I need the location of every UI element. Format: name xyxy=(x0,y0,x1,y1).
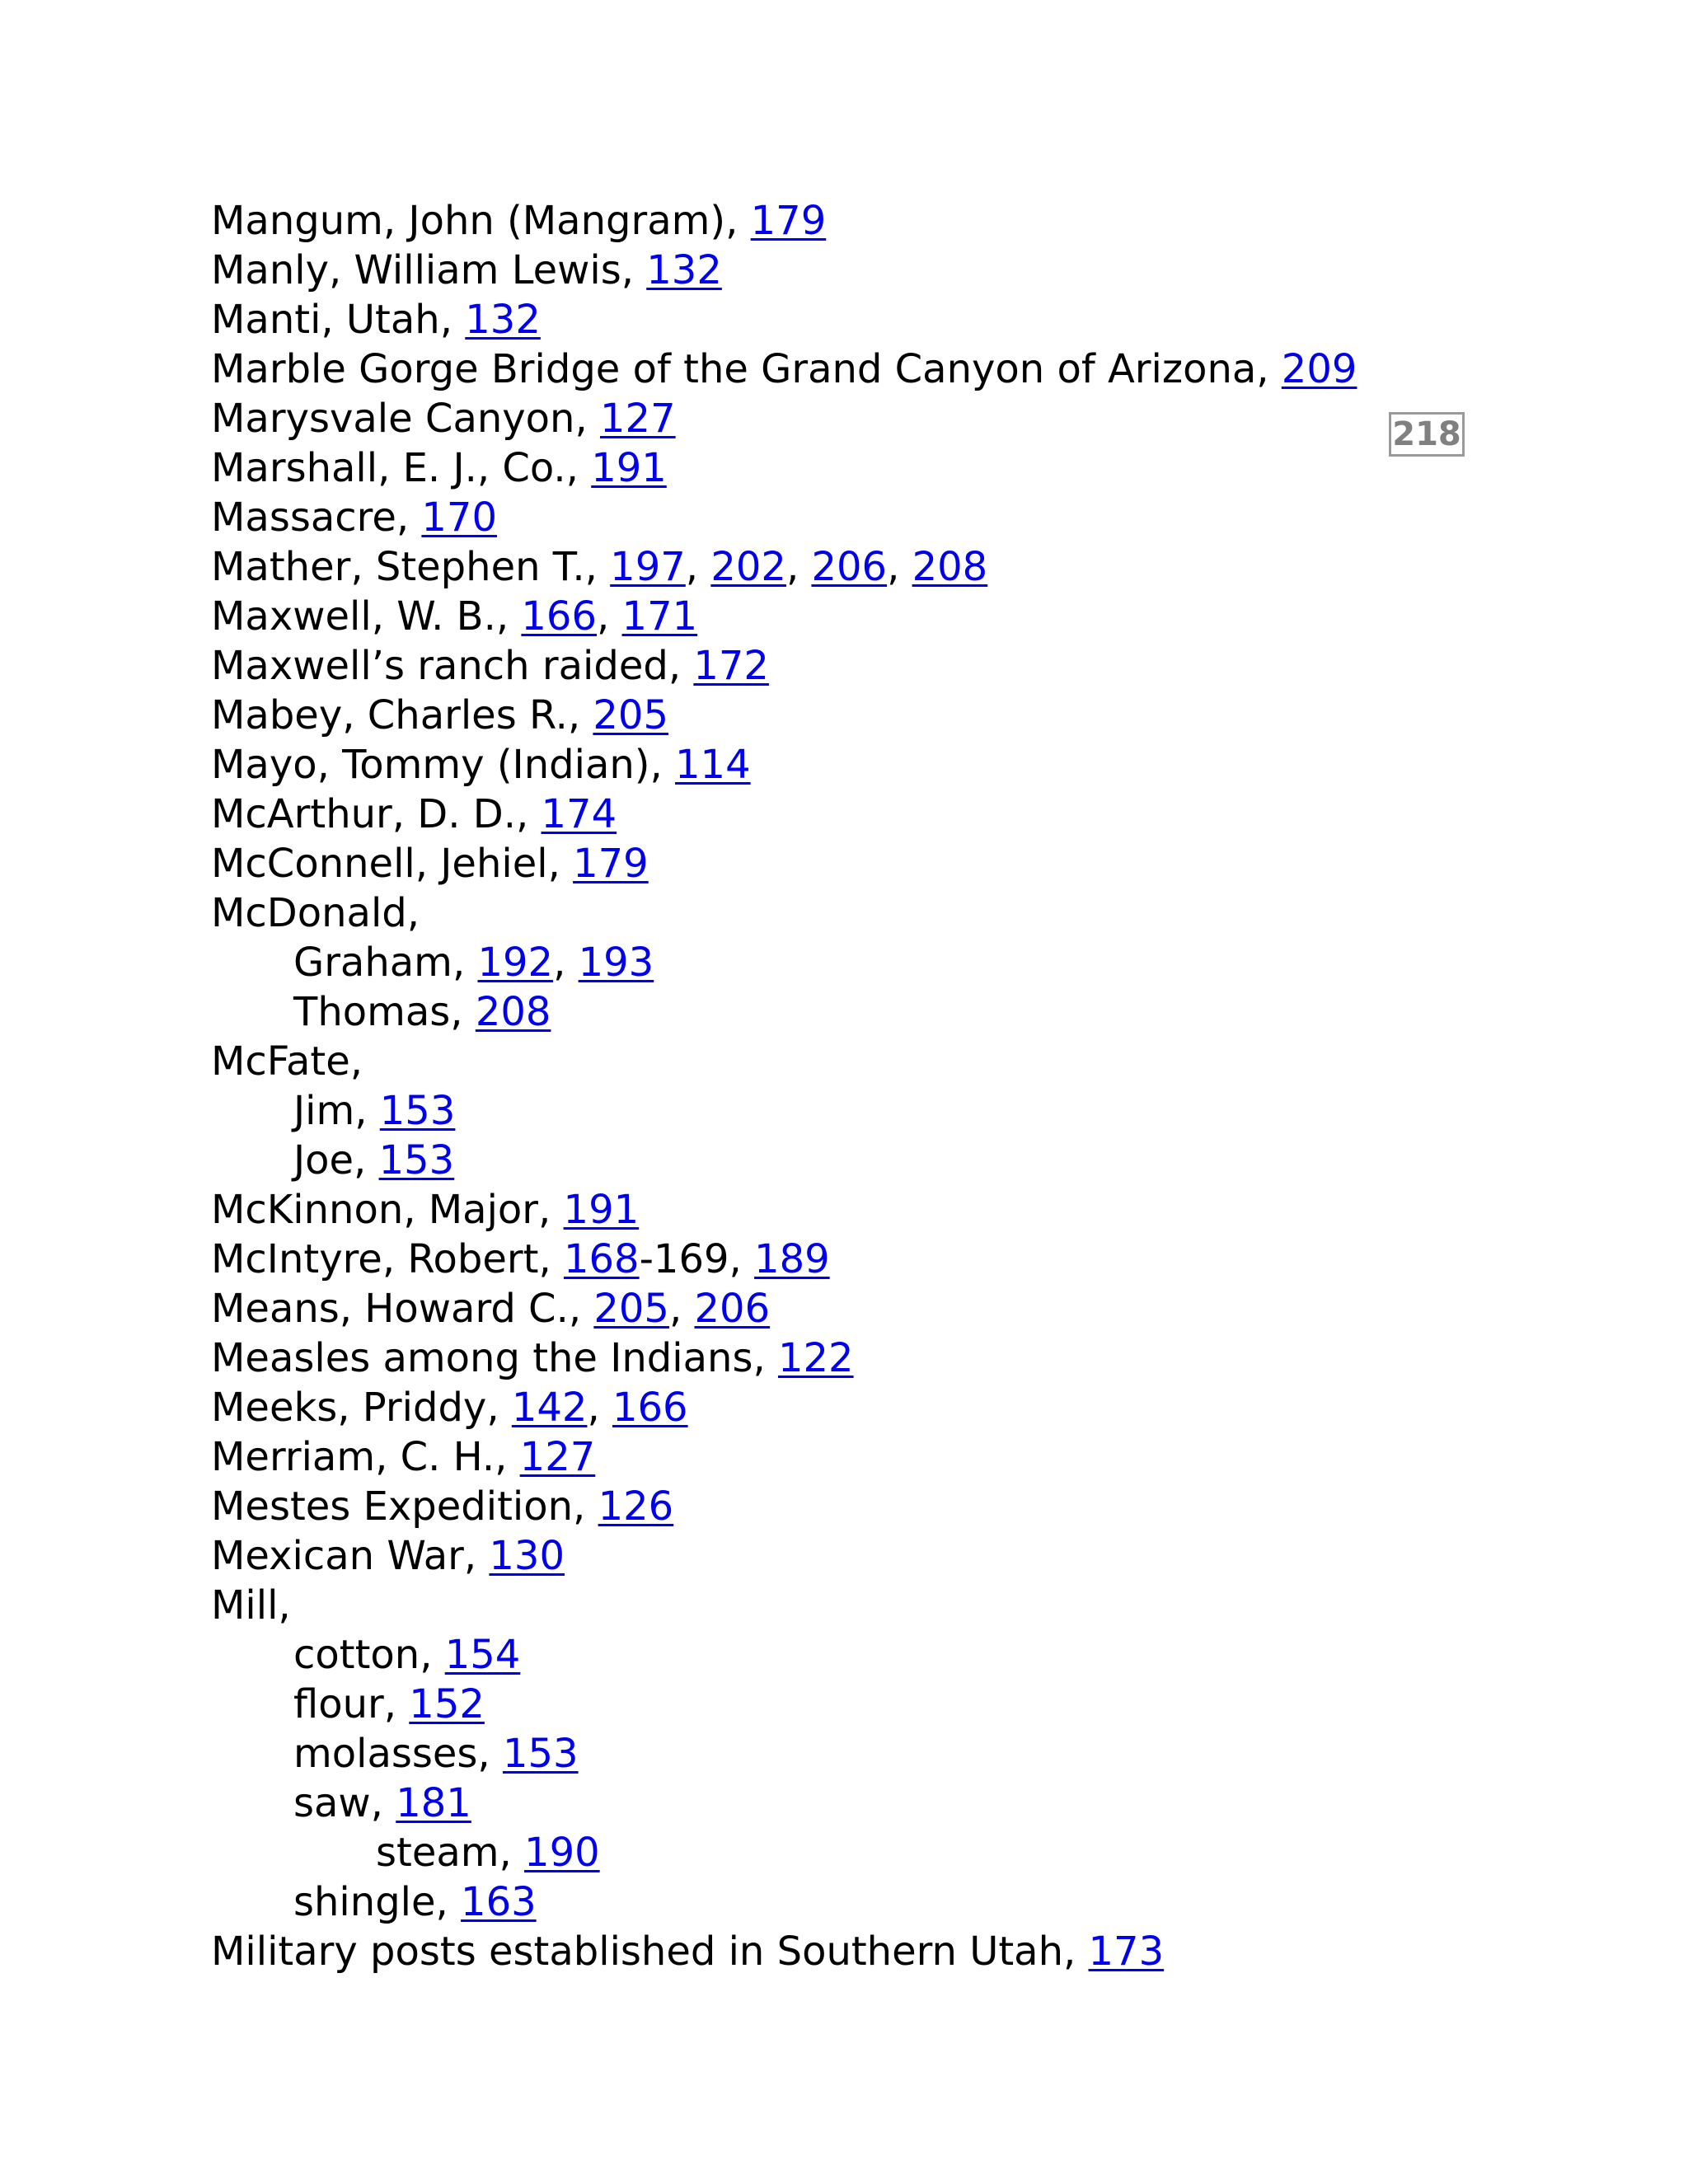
page-ref-link[interactable]: 189 xyxy=(754,1236,830,1282)
index-term: cotton, xyxy=(293,1632,445,1678)
page-ref-link[interactable]: 172 xyxy=(693,643,769,689)
index-entry: Maxwell, W. B., 166, 171 xyxy=(211,593,698,640)
page-ref-link[interactable]: 197 xyxy=(610,544,686,590)
index-entry xyxy=(211,888,1357,938)
index-entry xyxy=(211,1581,1357,1630)
index-entry xyxy=(211,1037,1357,1086)
page-ref-link[interactable]: 127 xyxy=(599,396,676,442)
index-term: Marshall, E. J., Co., xyxy=(211,445,592,491)
page-ref-link[interactable]: 126 xyxy=(598,1483,674,1530)
page-ref-link[interactable]: 152 xyxy=(409,1681,485,1727)
index-term: Jim, xyxy=(293,1088,380,1134)
index-term: Mather, Stephen T., xyxy=(211,544,611,590)
index-entry xyxy=(211,839,1357,888)
index-term: Mangum, John (Mangram), xyxy=(211,198,751,244)
index-subentry xyxy=(211,987,1357,1037)
index-subentry xyxy=(211,1136,1357,1185)
index-term: McDonald, xyxy=(211,890,420,936)
page-number: 218 xyxy=(1389,412,1465,457)
page-ref-link[interactable]: 166 xyxy=(612,1385,688,1431)
index-entry xyxy=(211,641,1357,691)
index-subentry xyxy=(211,1779,1357,1828)
index-subentry xyxy=(211,1828,1357,1877)
page-ref-link[interactable]: 202 xyxy=(710,544,786,590)
page-ref-link[interactable]: 114 xyxy=(675,742,751,788)
index-entry xyxy=(211,443,1357,493)
index-term: Means, Howard C., xyxy=(211,1286,594,1332)
page-ref-link[interactable]: 142 xyxy=(511,1385,588,1431)
page-ref-link[interactable]: 132 xyxy=(465,297,541,343)
page-ref-link[interactable]: 190 xyxy=(524,1830,600,1876)
index-term: flour, xyxy=(293,1681,410,1727)
page-ref-link[interactable]: 132 xyxy=(646,247,722,293)
index-term: Joe, xyxy=(293,1137,379,1183)
page-ref-link[interactable]: 209 xyxy=(1281,346,1357,392)
index-term: Meeks, Priddy, xyxy=(211,1385,512,1431)
index-subentry xyxy=(211,1680,1357,1729)
index-entry xyxy=(211,344,1357,394)
page-ref-link[interactable]: 170 xyxy=(421,494,497,541)
index-term: Marysvale Canyon, xyxy=(211,396,600,442)
page-ref-link[interactable]: 205 xyxy=(593,1286,669,1332)
index-entry xyxy=(211,1432,1357,1482)
page-ref-link[interactable]: 154 xyxy=(444,1632,521,1678)
index-subentry: Graham, 192, 193 xyxy=(293,940,654,986)
page-ref-link[interactable]: 191 xyxy=(563,1187,640,1233)
index-entry: Means, Howard C., 205, 206 xyxy=(211,1286,771,1332)
index-term: Maxwell’s ranch raided, xyxy=(211,643,694,689)
index-entry xyxy=(211,1927,1357,1976)
page-ref-link[interactable]: 205 xyxy=(593,692,669,738)
index-term: Mestes Expedition, xyxy=(211,1483,598,1530)
index-entry xyxy=(211,246,1357,295)
index-term: Manly, William Lewis, xyxy=(211,247,647,293)
index-term: McConnell, Jehiel, xyxy=(211,841,574,887)
index-subentry xyxy=(211,1086,1357,1136)
page-ref-link[interactable]: 192 xyxy=(477,940,554,986)
page-ref-link[interactable]: 181 xyxy=(396,1780,471,1826)
page-ref-link[interactable]: 163 xyxy=(461,1879,537,1925)
page-ref-link[interactable]: 153 xyxy=(378,1137,455,1183)
index-term: Maxwell, W. B., xyxy=(211,593,522,640)
page-ref-link[interactable]: 153 xyxy=(502,1731,579,1777)
index-entry xyxy=(211,196,1357,246)
page-ref-link[interactable]: 171 xyxy=(621,593,698,640)
index-entry xyxy=(211,1482,1357,1531)
index-term: Mayo, Tommy (Indian), xyxy=(211,742,676,788)
index-entry: Mather, Stephen T., 197, 202, 206, 208 xyxy=(211,544,988,590)
page-ref-link[interactable]: 193 xyxy=(578,940,654,986)
index-term: Mill, xyxy=(211,1582,291,1629)
index-term: McIntyre, Robert, xyxy=(211,1236,564,1282)
page-ref-link[interactable]: 166 xyxy=(521,593,598,640)
page-ref-link[interactable]: 179 xyxy=(750,198,827,244)
index-entry xyxy=(211,493,1357,542)
page-ref-link[interactable]: 122 xyxy=(777,1335,854,1381)
index-entry xyxy=(211,790,1357,839)
index-subentry xyxy=(211,1877,1357,1927)
page-ref-link[interactable]: 173 xyxy=(1088,1929,1165,1975)
page-ref-link[interactable]: 206 xyxy=(694,1286,771,1332)
page-ref-link[interactable]: 130 xyxy=(489,1533,565,1579)
index-term: McKinnon, Major, xyxy=(211,1187,564,1233)
page-ref-link[interactable]: 153 xyxy=(379,1088,456,1134)
index-entry xyxy=(211,691,1357,740)
index-term: McFate, xyxy=(211,1038,363,1085)
page-range-suffix: -169 xyxy=(639,1236,729,1282)
index-term: Massacre, xyxy=(211,494,422,541)
index-entry: McIntyre, Robert, 168-169, 189 xyxy=(211,1236,830,1282)
page-ref-link[interactable]: 168 xyxy=(563,1236,640,1282)
page-ref-link[interactable]: 191 xyxy=(591,445,667,491)
page-ref-link[interactable]: 206 xyxy=(811,544,888,590)
index-term: Measles among the Indians, xyxy=(211,1335,778,1381)
index-term: Mexican War, xyxy=(211,1533,490,1579)
page-ref-link[interactable]: 174 xyxy=(541,791,617,837)
index-subentry xyxy=(211,1630,1357,1680)
index-list xyxy=(211,196,1357,1976)
index-entry xyxy=(211,1531,1357,1581)
index-term: Merriam, C. H., xyxy=(211,1434,520,1480)
page-ref-link[interactable]: 208 xyxy=(912,544,988,590)
index-entry xyxy=(211,295,1357,344)
index-term: Military posts established in Southern Utah, xyxy=(211,1929,1089,1975)
index-term: molasses, xyxy=(293,1731,503,1777)
index-subentry xyxy=(211,1729,1357,1779)
index-entry xyxy=(211,1185,1357,1235)
page-ref-link[interactable]: 208 xyxy=(475,989,551,1035)
index-entry xyxy=(211,740,1357,790)
index-entry xyxy=(211,394,1357,443)
index-term: steam, xyxy=(376,1830,525,1876)
index-term: Marble Gorge Bridge of the Grand Canyon of Arizona, xyxy=(211,346,1282,392)
index-term: shingle, xyxy=(293,1879,462,1925)
index-term: Mabey, Charles R., xyxy=(211,692,593,738)
index-term: Thomas, xyxy=(293,989,476,1035)
index-term: Graham, xyxy=(293,940,478,986)
page-ref-link[interactable]: 127 xyxy=(519,1434,596,1480)
index-term: saw, xyxy=(293,1780,396,1826)
index-entry xyxy=(211,1333,1357,1383)
page-ref-link[interactable]: 179 xyxy=(573,841,649,887)
index-term: Manti, Utah, xyxy=(211,297,466,343)
index-term: McArthur, D. D., xyxy=(211,791,542,837)
index-entry: Meeks, Priddy, 142, 166 xyxy=(211,1385,688,1431)
